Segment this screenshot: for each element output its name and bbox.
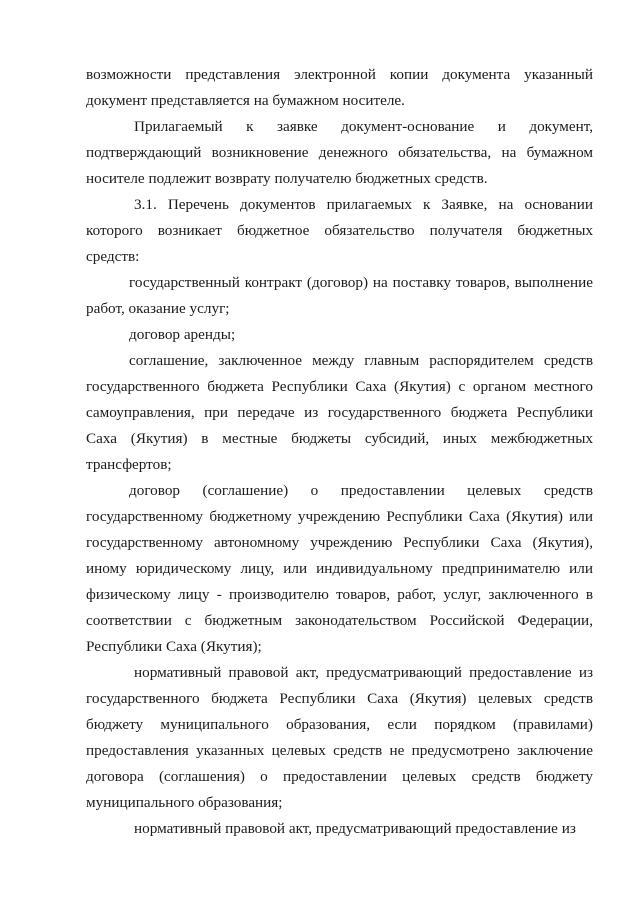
paragraph-returned-documents: Прилагаемый к заявке документ-основание и документ, подтверждающий возникновение денежного обязательства, на бумажном носителе подлежит возврату получателю бюджетных средств.: [86, 118, 593, 187]
document-body: [86, 62, 593, 842]
list-item-lease-agreement: договор аренды;: [129, 326, 236, 343]
paragraph-continuation: возможности представления электронной копии документа указанный документ представляется на бумажном носителе.: [86, 66, 593, 109]
list-item-normative-act-continued: нормативный правовой акт, предусматривающий предоставление из: [134, 820, 576, 837]
list-item-agreement-local-government: соглашение, заключенное между главным распорядителем средств государственного бюджета Республики Саха (Якутия) с органом местного самоуправления, при передаче из государственного бюджета Республики Саха (Якутия) в местные бюджеты субсидий, иных межбюджетных трансфертов;: [86, 352, 593, 473]
list-item-state-contract: государственный контракт (договор) на поставку товаров, выполнение работ, оказание услуг;: [86, 274, 593, 317]
list-item-targeted-funds-agreement: договор (соглашение) о предоставлении целевых средств государственному бюджетному учреждению Республики Саха (Якутия) или государственному автономному учреждению Республики Саха (Якутия), иному юридическому лицу, или индивидуальному предпринимателю или физическому лицу - производителю товаров, работ, услуг, заключенного в соответствии с бюджетным законодательством Российской Федерации, Республики Саха (Якутия);: [86, 482, 593, 655]
list-item-normative-act-municipal: нормативный правовой акт, предусматривающий предоставление из государственного бюджета Республики Саха (Якутия) целевых средств бюджету муниципального образования, если порядком (правилами) предоставления указанных целевых средств не предусмотрено заключение договора (соглашения) о предоставлении целевых средств бюджету муниципального образования;: [86, 664, 593, 811]
paragraph-section-3-1: 3.1. Перечень документов прилагаемых к Заявке, на основании которого возникает бюджетное обязательство получателя бюджетных средств:: [86, 196, 593, 265]
